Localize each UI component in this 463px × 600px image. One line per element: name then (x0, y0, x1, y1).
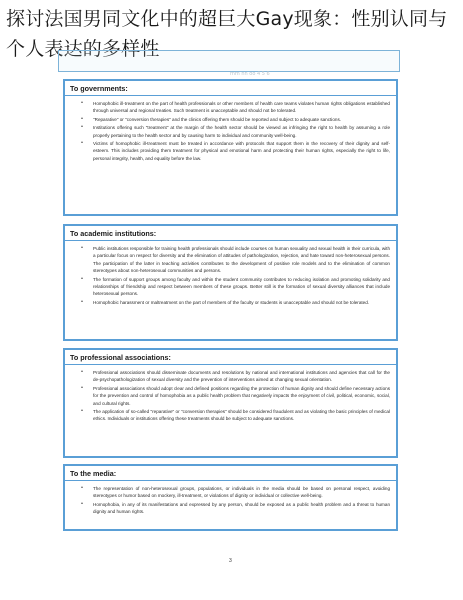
page-number: 3 (229, 558, 232, 564)
list-item: • Institutions offering such "treatment" at the margin of the health sector should be viewed as infringing the right to health by assuming a role properly pertaining to the health sector and by causing harm to individual and community well-being. (71, 124, 390, 139)
section-list (65, 481, 396, 519)
faint-note: mm nn oo 4 5 6 (230, 71, 270, 77)
title-highlight-box (58, 50, 400, 72)
section-academic-institutions (63, 224, 398, 341)
list-item: • Public institutions responsible for training health professionals should include courses on human sexuality and sexual health in their curricula, with a particular focus on respect for diversity and the elimination of attitudes of pathologization, rejection, and hate toward non-heterosexual persons. The participation of the latter in teaching activities contributes to the development of positive role models and to the elimination of common stereotypes about non-heterosexual communities and persons. (71, 245, 390, 275)
section-governments (63, 79, 398, 216)
list-item: • Homophobic ill-treatment on the part of health professionals or other members of health care teams violates human rights obligations established through universal and regional treaties. Such treatment is unacceptable and should not be tolerated. (71, 100, 390, 115)
list-item: • Homophobic harassment or maltreatment on the part of members of the faculty or students is unacceptable and should not be tolerated. (71, 299, 390, 306)
bullet-icon: • (81, 115, 83, 122)
bullet-icon: • (81, 485, 83, 491)
list-item: • Professional associations should adopt clear and defined positions regarding the protection of human dignity and should define necessary actions for the prevention and control of homophobia as a public health problem that negatively impacts the enjoyment of civil, political, economic, social, and cultural rights. (71, 385, 390, 407)
bullet-icon: • (81, 369, 83, 375)
page-title: 探讨法国男同文化中的超巨大Gay现象：性别认同与个人表达的多样性 (6, 8, 448, 60)
list-item: • "Reparative" or "conversion therapies" and the clinics offering them should be reported and subject to adequate sanctions. (71, 116, 390, 123)
bullet-icon: • (81, 500, 83, 507)
section-heading: To the media: (65, 466, 396, 481)
bullet-icon: • (81, 124, 83, 131)
bullet-icon: • (81, 245, 83, 251)
bullet-icon: • (81, 275, 83, 282)
list-item: • Victims of homophobic ill-treatment must be treated in accordance with protocols that support them in the recovery of their dignity and self-esteem. This includes providing them treatment for physical and emotional harm and protecting their human rights, especially the right to life, personal integrity, health, and equality before the law. (71, 140, 390, 162)
list-item: • Professional associations should disseminate documents and resolutions by national and international institutions and agencies that call for the de-psychopathologization of sexual diversity and the prevention of interventions aimed at changing sexual orientation. (71, 369, 390, 384)
section-heading: To professional associations: (65, 350, 396, 365)
section-professional-associations (63, 348, 398, 458)
bullet-icon: • (81, 384, 83, 391)
bullet-icon: • (81, 140, 83, 147)
bullet-icon: • (81, 298, 83, 305)
list-item: • Homophobia, in any of its manifestations and expressed by any person, should be exposed as a public health problem and a threat to human dignity and human rights. (71, 501, 390, 516)
section-heading: To governments: (65, 81, 396, 96)
list-item: • The application of so-called "reparative" or "conversion therapies" should be considered fraudulent and as violating the basic principles of medical ethics. Individuals or institutions offering these treatments should be subject to adequate sanctions. (71, 408, 390, 423)
bullet-icon: • (81, 100, 83, 106)
section-list (65, 241, 396, 309)
list-item: • The formation of support groups among faculty and within the student community contributes to reducing isolation and promoting solidarity and relationships of friendship and respect between members of these groups. Better still is the formation of sexual diversity alliances that include heterosexual persons. (71, 276, 390, 298)
section-heading: To academic institutions: (65, 226, 396, 241)
bullet-icon: • (81, 408, 83, 415)
section-media (63, 464, 398, 531)
section-list (65, 365, 396, 426)
section-list (65, 96, 396, 165)
list-item: • The representation of non-heterosexual groups, populations, or individuals in the media should be based on personal respect, avoiding stereotypes or humor based on mockery, ill-treatment, or violations of dignity or individual or collective well-being. (71, 485, 390, 500)
